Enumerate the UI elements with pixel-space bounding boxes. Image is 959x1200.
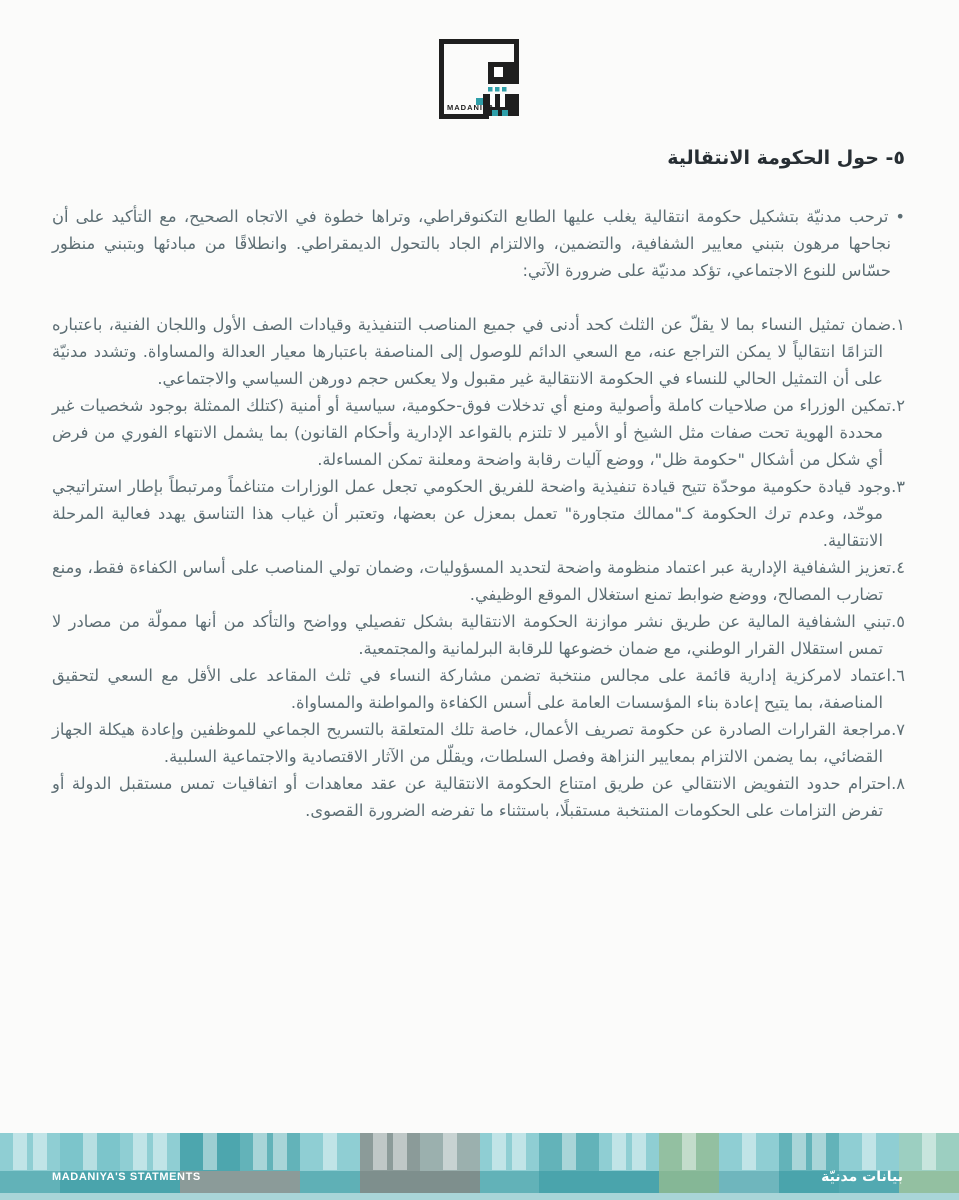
mosaic-tile (480, 1133, 540, 1193)
item-text: تعزيز الشفافية الإدارية عبر اعتماد منظومة واضحة لتحديد المسؤوليات، وضمان تولي المناصب على أساس الكفاءة فقط، ومنع تضارب المصالح، ووضع ضوابط تمنع استغلال الموقع الوظيفي. (52, 558, 892, 604)
mosaic-tile-base (899, 1171, 959, 1193)
item-text: تبني الشفافية المالية عن طريق نشر موازنة الحكومة الانتقالية بشكل تفصيلي وواضح والتأكد من أنها ممولّة من مصادر لا تمس استقلال القرار الوطني، مع ضمان خضوعها للرقابة البرلمانية والمجتمعية. (52, 612, 892, 658)
statement-item (52, 311, 905, 392)
mosaic-slot (203, 1133, 217, 1170)
mosaic-slot (812, 1133, 826, 1170)
mosaic-slot (682, 1133, 696, 1170)
statement-item (52, 554, 905, 608)
mosaic-tile-base (420, 1171, 480, 1193)
mosaic-tile (180, 1133, 240, 1193)
item-text: احترام حدود التفويض الانتقالي عن طريق امتناع الحكومة الانتقالية عن عقد معاهدات أو اتفاقيات تمس مستقبل الدولة أو تفرض التزامات على الحكومات المنتخبة مستقبلًا، باستثناء ما تفرضه الضرورة القصوى. (52, 774, 892, 820)
item-text: اعتماد لامركزية إدارية قائمة على مجالس منتخبة تضمن مشاركة النساء في ثلث المقاعد على الأقل مع السعي لتحقيق المناصفة، بما يتيح إعادة بناء المؤسسات العامة على أسس الكفاءة والمواطنة والمساواة. (52, 666, 892, 712)
intro-paragraph (52, 203, 905, 284)
mosaic-slot (33, 1133, 47, 1170)
item-text: مراجعة القرارات الصادرة عن حكومة تصريف الأعمال، خاصة تلك المتعلقة بالتسريح الجماعي للموظفين وإعادة هيكلة الجهاز القضائي، بما يضمن الالتزام بمعايير النزاهة وفصل السلطات، ويقلّل من الآثار الاقتصادية والاجتماعية السلبية. (52, 720, 892, 766)
statement-body (52, 203, 905, 824)
mosaic-tile (420, 1133, 480, 1193)
item-number: ٦. (891, 666, 905, 685)
mosaic-tile-base (659, 1171, 719, 1193)
item-number: ١. (891, 315, 905, 334)
intro-text: ترحب مدنيّة بتشكيل حكومة انتقالية يغلب عليها الطابع التكنوقراطي، وتراها خطوة في الاتجاه الصحيح، مع التأكيد على أن نجاحها مرهون بتبني معايير الشفافية، والتضمين، والالتزام الجاد بالتحول الديمقراطي. وانطلاقًا من مبادئها وبتبني منظور حسّاس للنوع الاجتماعي، تؤكد مدنيّة على ضرورة الآتي: (52, 207, 891, 280)
mosaic-tile-base (599, 1171, 659, 1193)
mosaic-slot (792, 1133, 806, 1170)
mosaic-slot (443, 1133, 457, 1170)
mosaic-slot (373, 1133, 387, 1170)
mosaic-slot (323, 1133, 337, 1170)
mosaic-tile-base (539, 1171, 599, 1193)
statement-list (52, 311, 905, 824)
footer (0, 1133, 959, 1200)
mosaic-slot (922, 1133, 936, 1170)
mosaic-tile (539, 1133, 599, 1193)
mosaic-tile-base (480, 1171, 540, 1193)
mosaic-slot (512, 1133, 526, 1170)
mosaic-tile (659, 1133, 719, 1193)
item-text: ضمان تمثيل النساء بما لا يقلّ عن الثلث كحد أدنى في جميع المناصب التنفيذية وقيادات الصف الأول واللجان الفنية، باعتباره التزامًا انتقالياً لا يمكن التراجع عنه، مع السعي الدائم للوصول إلى المناصفة باعتبارها معيار العدالة والمساواة. وتشدد مدنيّة على أن التمثيل الحالي للنساء في الحكومة الانتقالية غير مقبول ولا يعكس حجم دورهن السياسي والاجتماعي. (52, 315, 892, 388)
mosaic-tile (300, 1133, 360, 1193)
mosaic-slot (133, 1133, 147, 1170)
mosaic-slot (13, 1133, 27, 1170)
mosaic-slot (742, 1133, 756, 1170)
statement-item (52, 716, 905, 770)
logo-brand-text: MADANIYA (447, 103, 495, 112)
mosaic-tile-base (360, 1171, 420, 1193)
mosaic-tile (599, 1133, 659, 1193)
bullet-marker: • (895, 207, 905, 226)
mosaic-slot (492, 1133, 506, 1170)
item-number: ٥. (891, 612, 905, 631)
statement-item (52, 608, 905, 662)
footer-brand-right: بيانات مدنيّة (821, 1169, 903, 1185)
statement-item (52, 770, 905, 824)
mosaic-slot (562, 1133, 576, 1170)
mosaic-slot (83, 1133, 97, 1170)
madaniya-logo (436, 36, 524, 124)
mosaic-tile (899, 1133, 959, 1193)
item-text: وجود قيادة حكومية موحدّة تتيح قيادة تنفيذية واضحة للفريق الحكومي تجعل عمل الوزارات متناغماً ومرتبطاً بإطار استراتيجي موحّد، وعدم ترك الحكومة كـ"ممالك متجاورة" تعمل بمعزل عن بعضها، وتعتبر أن غياب هذا التناسق يهدد فعالية المرحلة الانتقالية. (52, 477, 892, 550)
mosaic-slot (862, 1133, 876, 1170)
mosaic-slot (632, 1133, 646, 1170)
mosaic-tile (360, 1133, 420, 1193)
item-text: تمكين الوزراء من صلاحيات كاملة وأصولية ومنع أي تدخلات فوق-حكومية، سياسية أو أمنية (كتلك الممثلة بوجود شخصيات غير محددة الهوية تحت صفات مثل الشيخ أو الأمير لا تلتزم بالقواعد الإدارية وأحكام القانون) بما يشمل الانتهاء الفوري من فرض أي شكل من أشكال "حكومة ظل"، ووضع آليات رقابة واضحة ومعلنة تمكن المساءلة. (52, 396, 892, 469)
mosaic-slot (393, 1133, 407, 1170)
mosaic-slot (153, 1133, 167, 1170)
mosaic-tile-base (240, 1171, 300, 1193)
mosaic-slot (612, 1133, 626, 1170)
item-number: ٣. (891, 477, 905, 496)
statement-item (52, 392, 905, 473)
statement-item (52, 473, 905, 554)
mosaic-tile-base (719, 1171, 779, 1193)
footer-brand-left: MADANIYA'S STATMENTS (52, 1171, 201, 1183)
footer-base-strip (0, 1193, 959, 1200)
page-title: ٥- حول الحكومة الانتقالية (667, 147, 905, 169)
item-number: ٨. (891, 774, 905, 793)
mosaic-slot (253, 1133, 267, 1170)
mosaic-tile-base (0, 1171, 60, 1193)
mosaic-tile (240, 1133, 300, 1193)
footer-mosaic (0, 1133, 959, 1193)
item-number: ٢. (891, 396, 905, 415)
mosaic-tile (60, 1133, 120, 1193)
item-number: ٤. (891, 558, 905, 577)
mosaic-tile (719, 1133, 779, 1193)
mosaic-tile (120, 1133, 180, 1193)
statement-item (52, 662, 905, 716)
mosaic-slot (273, 1133, 287, 1170)
mosaic-tile-base (300, 1171, 360, 1193)
mosaic-tile (0, 1133, 60, 1193)
item-number: ٧. (891, 720, 905, 739)
